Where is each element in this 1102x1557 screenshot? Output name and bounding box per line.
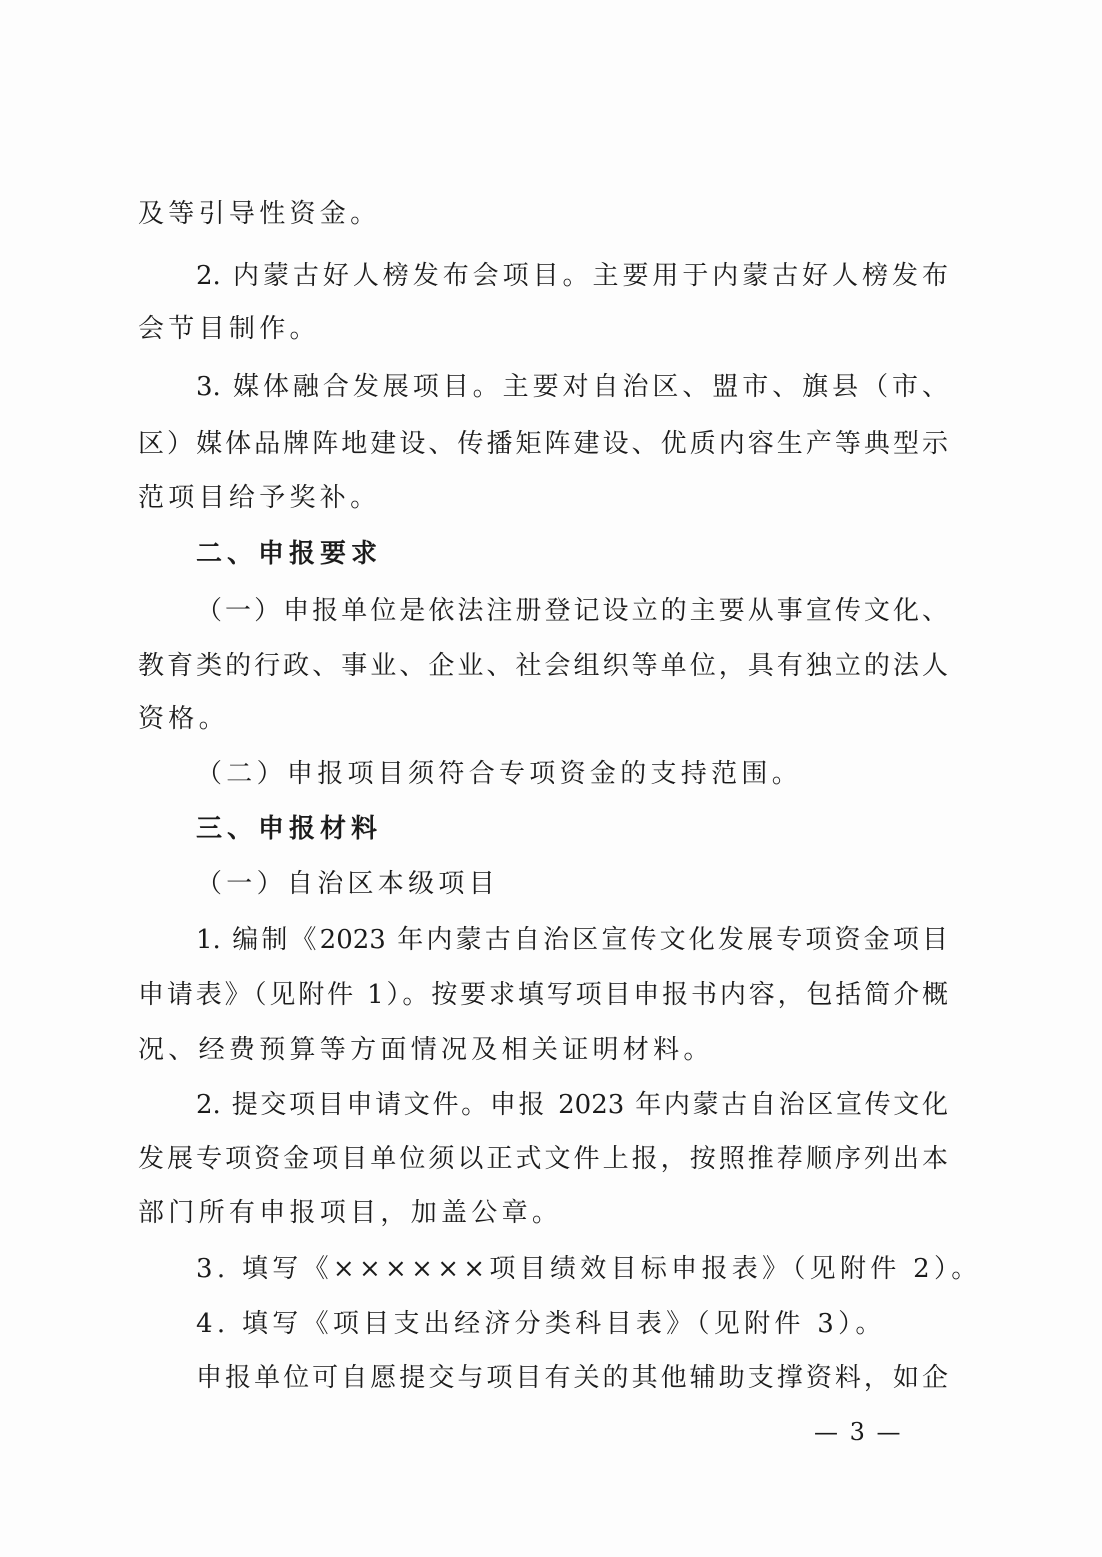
text-line: 2. 提交项目申请文件。申报 2023 年内蒙古自治区宣传文化 [196,1090,948,1120]
subsection-heading: （一）自治区本级项目 [196,869,500,899]
page-number: — 3 — [814,1418,903,1446]
text-line: 4. 填写《项目支出经济分类科目表》（见附件 3）。 [196,1309,886,1339]
text-line: 范项目给予奖补。 [138,483,381,513]
text-line: 1. 编制《2023 年内蒙古自治区宣传文化发展专项资金项目 [196,925,948,955]
text-line: （二）申报项目须符合专项资金的支持范围。 [196,759,803,789]
text-line: 资格。 [138,704,229,734]
text-line: 况、经费预算等方面情况及相关证明材料。 [138,1035,714,1065]
text-line: 3. 填写《××××××项目绩效目标申报表》（见附件 2）。 [196,1254,982,1284]
text-line: 发展专项资金项目单位须以正式文件上报，按照推荐顺序列出本 [138,1144,948,1174]
text-line: 申请表》（见附件 1）。按要求填写项目申报书内容，包括简介概 [138,980,948,1010]
text-line: 2. 内蒙古好人榜发布会项目。主要用于内蒙古好人榜发布 [196,261,948,291]
text-line: 申报单位可自愿提交与项目有关的其他辅助支撑资料，如企 [196,1363,948,1393]
text-line: （一）申报单位是依法注册登记设立的主要从事宣传文化、 [196,596,948,626]
section-heading: 二、申报要求 [196,539,383,569]
text-line: 及等引导性资金。 [138,199,381,229]
text-line: 教育类的行政、事业、企业、社会组织等单位，具有独立的法人 [138,651,948,681]
text-line: 3. 媒体融合发展项目。主要对自治区、盟市、旗县（市、 [196,372,948,402]
text-line: 区）媒体品牌阵地建设、传播矩阵建设、优质内容生产等典型示 [138,429,948,459]
text-line: 部门所有申报项目，加盖公章。 [138,1198,563,1228]
section-heading: 三、申报材料 [196,814,383,844]
text-line: 会节目制作。 [138,314,320,344]
